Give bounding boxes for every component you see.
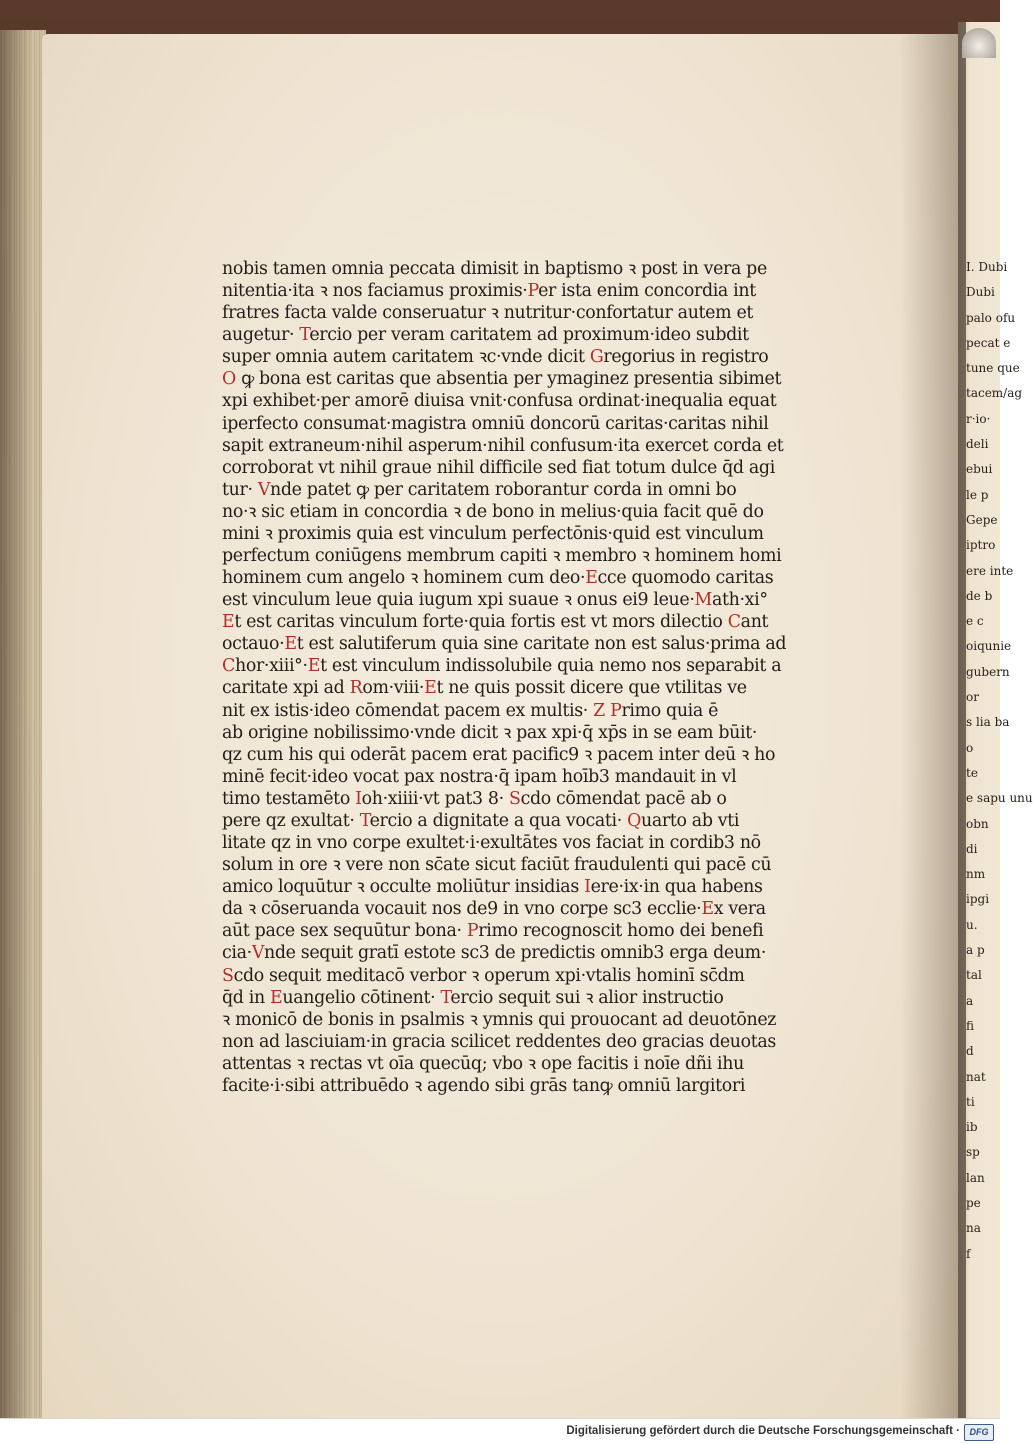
rubricated-initial: G	[589, 347, 604, 368]
text-line	[222, 898, 834, 920]
text-segment: hominem cum angelo ꝛ hominem cum deo·	[222, 568, 586, 589]
text-segment: ꝛ monicō de bonis in psalmis ꝛ ymnis qui prouocant ad deuotōnez	[222, 1009, 777, 1030]
text-line	[222, 302, 834, 324]
text-segment: xpi exhibet·per amorē diuisa vnit·confusa ordinat·inequalia equat	[222, 391, 777, 412]
rubricated-initial: M	[694, 590, 712, 611]
text-line	[222, 700, 834, 722]
text-segment: rimo quia ē	[621, 700, 719, 721]
text-segment: om·viii·	[362, 678, 425, 699]
facing-line: te	[966, 765, 978, 780]
text-segment: pere qz exultat·	[222, 810, 360, 831]
facing-line: palo ofu	[966, 310, 1016, 325]
text-line	[222, 854, 834, 876]
text-segment: regorius in registro	[603, 347, 769, 368]
text-segment: ab origine nobilissimo·vnde dicit ꝛ pax xpi·q̄ xp̄s in se eam būit·	[222, 722, 758, 743]
rubricated-initial: I	[584, 877, 591, 898]
text-line	[222, 677, 834, 699]
text-segment: sapit extraneum·nihil asperum·nihil confusum·ita exercet corda et	[222, 435, 784, 456]
text-segment: aūt pace sex sequūtur bona·	[222, 921, 467, 942]
text-line	[222, 368, 834, 390]
rubricated-initial: E	[222, 612, 235, 633]
facing-page-edge	[958, 22, 966, 1418]
page-clip	[962, 28, 996, 58]
page-edges-shadow	[0, 30, 46, 1418]
text-segment: minē fecit·ideo vocat pax nostra·q̄ ipam hoīb3 mandauit in vl	[222, 766, 737, 787]
facing-line: pecat e	[966, 335, 1011, 350]
rubricated-initial: R	[349, 678, 363, 699]
rubricated-initial: E	[585, 568, 598, 589]
facing-line: obn	[966, 816, 989, 831]
text-line	[222, 920, 834, 942]
facing-line: tune que	[966, 361, 1020, 376]
text-segment: amico loquūtur ꝛ occulte moliūtur insidias	[222, 877, 585, 898]
facing-line: ebui	[966, 462, 993, 477]
facing-line: a	[966, 993, 974, 1008]
text-line	[222, 633, 834, 655]
dfg-logo-icon: DFG	[964, 1424, 994, 1441]
incunable-text-block	[222, 258, 834, 1097]
text-segment: cce quomodo caritas	[597, 568, 774, 589]
text-line	[222, 457, 834, 479]
text-segment: nobis tamen omnia peccata dimisit in baptismo ꝛ post in vera pe	[222, 259, 767, 279]
text-segment: ꝙ bona est caritas que absentia per ymaginez presentia sibimet	[235, 369, 782, 390]
facing-line: f	[966, 1246, 971, 1261]
text-segment: uangelio cōtinent·	[282, 987, 441, 1008]
rubricated-initial: C	[727, 612, 741, 633]
text-segment: t est caritas vinculum forte·quia fortis est vt mors dilectio	[234, 612, 728, 633]
text-line	[222, 722, 834, 744]
rubricated-initial: C	[222, 656, 235, 677]
text-line	[222, 876, 834, 898]
rubricated-initial: E	[424, 678, 437, 699]
facing-line: ib	[966, 1120, 978, 1135]
text-line	[222, 942, 834, 964]
text-segment: ant	[740, 612, 769, 633]
text-segment: nit ex istis·ideo cōmendat pacem ex multis·	[222, 700, 594, 721]
text-line	[222, 810, 834, 832]
text-segment: er ista enim concordia int	[538, 281, 756, 302]
text-line	[222, 987, 834, 1009]
facing-line: iptro	[966, 538, 996, 553]
text-segment: ath·xi°	[712, 590, 768, 611]
text-line	[222, 766, 834, 788]
rubricated-initial: V	[251, 943, 265, 964]
text-segment: timo testamēto	[222, 788, 356, 809]
footer-bar	[0, 1418, 1000, 1444]
text-line	[222, 655, 834, 677]
rubricated-initial: P	[466, 921, 479, 942]
rubricated-initial: T	[440, 987, 451, 1008]
text-segment: uarto ab vti	[641, 810, 740, 831]
text-line	[222, 545, 834, 567]
rubricated-initial: P	[610, 700, 622, 721]
text-segment: ercio sequit sui ꝛ alior instructio	[450, 987, 724, 1008]
facing-line: r·io·	[966, 411, 991, 426]
text-segment: corroborat vt nihil graue nihil difficile sed fiat totum dulce q̄d agi	[222, 457, 775, 478]
facing-line: nm	[966, 867, 986, 882]
text-line	[222, 523, 834, 545]
text-segment: qz cum his qui oderāt pacem erat pacific9 ꝛ pacem inter deū ꝛ ho	[222, 744, 776, 765]
text-segment: caritate xpi ad	[222, 678, 350, 699]
text-line	[222, 435, 834, 457]
text-segment: q̄d in	[222, 987, 270, 1008]
text-segment: rimo recognoscit homo dei benefi	[478, 921, 764, 942]
text-line	[222, 788, 834, 810]
text-line	[222, 744, 834, 766]
text-segment: octauo·	[222, 634, 285, 655]
rubricated-initial: I	[355, 788, 362, 809]
rubricated-initial: E	[284, 634, 297, 655]
text-segment: ercio a dignitate a qua vocati·	[369, 810, 628, 831]
facing-line: sp	[966, 1145, 980, 1160]
text-segment: t est vinculum indissolubile quia nemo nos separabit a	[320, 656, 782, 677]
facing-line: e c	[966, 614, 984, 629]
rubricated-initial: E	[701, 899, 714, 920]
text-segment: oh·xiiii·vt pat3 8·	[361, 788, 509, 809]
facing-line: pe	[966, 1195, 981, 1210]
text-segment: x vera	[713, 899, 766, 920]
rubricated-initial: E	[307, 656, 321, 677]
facing-line: oiqunie	[966, 639, 1012, 654]
facing-line: e sapu unu	[966, 791, 1033, 806]
text-segment: non ad lasciuiam·in gracia scilicet reddentes deo gracias deuotas	[222, 1031, 777, 1052]
facing-line: tal	[966, 968, 982, 983]
facing-line: di	[966, 841, 978, 856]
text-segment: super omnia autem caritatem ꝛc·vnde dicit	[222, 347, 590, 368]
text-segment: tur·	[222, 479, 258, 500]
text-line	[222, 346, 834, 368]
text-segment: attentas ꝛ rectas vt oīa quecūq; vbo ꝛ ope facitis i noīe dñi ihu	[222, 1053, 744, 1074]
rubricated-initial: T	[359, 810, 370, 831]
facing-line: Dubi	[966, 285, 995, 300]
text-segment: est vinculum leue quia iugum xpi suaue ꝛ onus ei9 leue·	[222, 590, 695, 611]
facing-line: fi	[966, 1018, 975, 1033]
rubricated-initial: S	[222, 965, 234, 986]
facing-line: a p	[966, 943, 985, 958]
rubricated-initial: S	[508, 788, 521, 809]
text-segment: nde patet ꝙ per caritatem roborantur corda in omni bo	[270, 479, 737, 500]
facing-line: s lia ba	[966, 715, 1010, 730]
text-segment: augetur·	[222, 325, 300, 346]
facing-line: u.	[966, 917, 978, 932]
facing-line: d	[966, 1044, 974, 1059]
text-segment: solum in ore ꝛ vere non sc̄ate sicut faciūt fraudulenti qui pacē cū	[222, 855, 772, 876]
facing-line: tacem/ag	[966, 386, 1023, 401]
facing-line: na	[966, 1221, 981, 1236]
text-segment: iperfecto consumat·magistra omniū doncorū caritas·caritas nihil	[222, 413, 769, 434]
rubricated-initial: Z	[593, 700, 605, 721]
text-line	[222, 611, 834, 633]
text-segment: hor·xiii°·	[234, 656, 308, 677]
text-segment: no·ꝛ sic etiam in concordia ꝛ de bono in melius·quia facit quē do	[222, 501, 764, 522]
text-line	[222, 1075, 834, 1097]
text-segment: fratres facta valde conseruatur ꝛ nutritur·confortatur autem et	[222, 303, 754, 324]
rubricated-initial: E	[269, 987, 283, 1008]
facing-line: o	[966, 740, 974, 755]
text-segment: nde sequit gratī estote sc3 de predictis omnib3 erga deum·	[264, 943, 766, 964]
text-line	[222, 832, 834, 854]
rubricated-initial: Q	[627, 810, 642, 831]
text-line	[222, 324, 834, 346]
text-segment: da ꝛ cōseruanda vocauit nos de9 in vno corpe sc3 ecclie·	[222, 899, 702, 920]
text-line	[222, 567, 834, 589]
text-line	[222, 589, 834, 611]
text-line	[222, 501, 834, 523]
text-line	[222, 1053, 834, 1075]
facing-line: ipgi	[966, 892, 990, 907]
funding-credit: Digitalisierung gefördert durch die Deutsche Forschungsgemeinschaft ·	[566, 1425, 960, 1437]
text-segment: litate qz in vno corpe exultet·i·exultātes vos faciat in cordib3 nō	[222, 833, 761, 854]
facing-line: ti	[966, 1094, 975, 1109]
text-line	[222, 1009, 834, 1031]
text-segment: cia·	[222, 943, 252, 964]
facing-line: le p	[966, 487, 989, 502]
facing-page-text	[966, 255, 1033, 1267]
text-line	[222, 965, 834, 987]
text-line	[222, 390, 834, 412]
text-line	[222, 413, 834, 435]
text-line	[222, 258, 834, 280]
rubricated-initial: P	[527, 281, 539, 302]
text-segment: t ne quis possit dicere que vtilitas ve	[436, 678, 747, 699]
text-line	[222, 1031, 834, 1053]
rubricated-initial: O	[222, 369, 236, 390]
text-segment: cdo cōmendat pacē ab o	[520, 788, 727, 809]
text-segment: t est salutiferum quia sine caritate non est salus·prima ad	[296, 634, 787, 655]
facing-line: de b	[966, 588, 993, 603]
facing-line: lan	[966, 1170, 985, 1185]
facing-line: nat	[966, 1069, 986, 1084]
text-segment: mini ꝛ proximis quia est vinculum perfectōnis·quid est vinculum	[222, 523, 764, 544]
facing-line: Gepe	[966, 512, 998, 527]
text-segment: nitentia·ita ꝛ nos faciamus proximis·	[222, 281, 528, 302]
text-segment: ere·ix·in qua habens	[590, 877, 763, 898]
rubricated-initial: T	[299, 325, 310, 346]
text-segment: facite·i·sibi attribuēdo ꝛ agendo sibi grās tanꝙ omniū largitori	[222, 1075, 746, 1096]
facing-line: I. Dubi	[966, 260, 1008, 274]
facing-line: gubern	[966, 664, 1010, 679]
page-gutter-shadow	[900, 34, 960, 1418]
text-segment: perfectum coniūgens membrum capiti ꝛ membro ꝛ hominem homi	[222, 546, 782, 567]
facing-line: deli	[966, 437, 989, 452]
facing-line: or	[966, 690, 979, 705]
text-line	[222, 280, 834, 302]
text-line	[222, 479, 834, 501]
facing-line: ere inte	[966, 563, 1014, 578]
text-segment: ercio per veram caritatem ad proximum·ideo subdit	[309, 325, 749, 346]
text-segment: cdo sequit meditacō verbor ꝛ operum xpi·vtalis hominī sc̄dm	[233, 965, 745, 986]
rubricated-initial: V	[257, 479, 271, 500]
